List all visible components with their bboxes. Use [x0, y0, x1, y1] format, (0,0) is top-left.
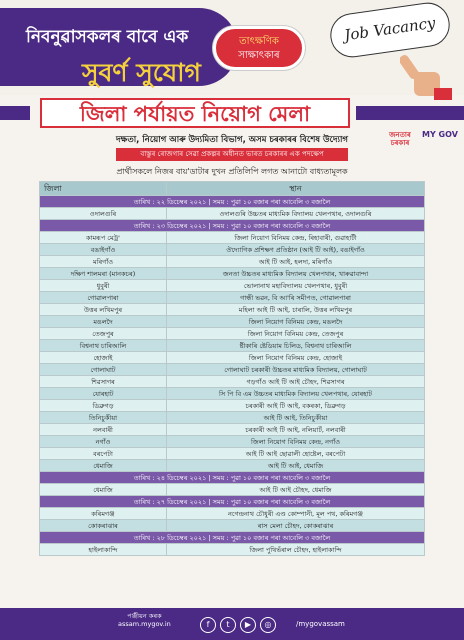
table-row — [40, 436, 425, 448]
date-row — [40, 196, 425, 208]
table-row — [40, 328, 425, 340]
district-cell: কামৰূপ মেট্ৰ' — [40, 232, 167, 244]
footer — [0, 608, 464, 640]
table-row — [40, 448, 425, 460]
badge-bottom: সাক্ষাৎকাৰ — [238, 50, 280, 61]
table-row — [40, 232, 425, 244]
table-row — [40, 256, 425, 268]
social-handle[interactable]: /mygovassam — [296, 620, 345, 628]
header-area — [0, 0, 464, 95]
district-cell: বৰপেটা — [40, 448, 167, 460]
district-cell: মঙলদৈ — [40, 316, 167, 328]
district-cell: হোজাই — [40, 352, 167, 364]
table-row — [40, 424, 425, 436]
header-line2: সুবৰ্ণ সুযোগ — [82, 58, 201, 87]
venue-cell: মহিলা আই টি আই, চাৰালি, উত্তৰ লখিমপুৰ — [167, 304, 425, 316]
venue-cell: জিলা নিয়োগ বিনিময় কেন্দ্ৰ, হোজাই — [167, 352, 425, 364]
district-cell: উত্তৰ লখিমপুৰ — [40, 304, 167, 316]
table-row — [40, 364, 425, 376]
venue-cell: ষ্টীকাৰি ষ্টেডিয়াম চিলিড, বিশ্বনাথ চাৰিআলি — [167, 340, 425, 352]
table-row — [40, 544, 425, 556]
youtube-icon[interactable]: ▶ — [240, 617, 256, 633]
district-cell: গোলাঘাট — [40, 364, 167, 376]
date-text: তাৰিখ : ২৪ ডিচেম্বৰ ২০২১ | সময় : পুৱা ১০ বজাৰ পৰা আবেলি ৩ বজালৈ — [40, 472, 425, 484]
date-text: তাৰিখ : ২৮ ডিচেম্বৰ ২০২১ | সময় : পুৱা ১০ বজাৰ পৰা আবেলি ৩ বজালৈ — [40, 532, 425, 544]
venue-cell: গড়গাঁও আই টি আই চৌহদ, শিৱসাগৰ — [167, 376, 425, 388]
district-cell: ধুবুৰী — [40, 280, 167, 292]
venue-cell: আই টি আই, ধেমাজি — [167, 460, 425, 472]
table-header — [40, 182, 425, 196]
venue-table — [39, 181, 425, 556]
venue-cell: চৰকাৰী আই টি আই, বকৰকা, ডিব্ৰুগড় — [167, 400, 425, 412]
instagram-icon[interactable]: ◎ — [260, 617, 276, 633]
instant-interview-badge — [213, 26, 305, 70]
date-text: তাৰিখ : ২৩ ডিচেম্বৰ ২০২১ | সময় : পুৱা ১০ বজাৰ পৰা আবেলি ৩ বজালৈ — [40, 220, 425, 232]
title-banner — [0, 98, 464, 128]
district-cell: ওদালগুৰি — [40, 208, 167, 220]
twitter-icon[interactable]: t — [220, 617, 236, 633]
district-cell: শিৱসাগৰ — [40, 376, 167, 388]
table-row — [40, 268, 425, 280]
title-bar-left — [0, 106, 30, 120]
venue-cell: গান্ধী ভৱন, বি আ'ৰি সমীপত, গোৱালপাৰা — [167, 292, 425, 304]
table-row — [40, 388, 425, 400]
district-cell: যোৰহাট — [40, 388, 167, 400]
date-text: তাৰিখ : ২৭ ডিচেম্বৰ ২০২১ | সময় : পুৱা ১০ বজাৰ পৰা আবেলি ৩ বজালৈ — [40, 496, 425, 508]
venue-cell: জনতা উচ্চতৰ মাধ্যমিক বিদ্যালয় খেলপথাৰ, খাৰুৱাবান্দা — [167, 268, 425, 280]
table-row — [40, 520, 425, 532]
header-line1: নিবনুৱাসকলৰ বাবে এক — [26, 27, 189, 47]
district-cell: দক্ষিণ শালমৰা (মানকচৰ) — [40, 268, 167, 280]
table-row — [40, 508, 425, 520]
table-row — [40, 340, 425, 352]
table-row — [40, 316, 425, 328]
table-row — [40, 244, 425, 256]
venue-cell: গোলাঘাট চৰকাৰী উচ্চতৰ মাধ্যমিক বিদ্যালয়, গোলাঘাট — [167, 364, 425, 376]
venue-cell: ৰাস মেলা চৌহদ, কোকৰাঝাৰ — [167, 520, 425, 532]
district-cell: তিনিচুকীয়া — [40, 412, 167, 424]
table-row — [40, 352, 425, 364]
social-icons — [200, 617, 276, 633]
venue-cell: আই টি আই চৌহদ, ধেমাজি — [167, 484, 425, 496]
subtitle: দক্ষতা, নিয়োগ আৰু উদ্যমিতা বিভাগ, অসম চৰকাৰৰ বিশেষ উদ্যোগ — [115, 135, 349, 145]
register-url[interactable]: assam.mygov.in — [118, 620, 171, 628]
table-row — [40, 484, 425, 496]
district-cell: বিশ্বনাথ চাৰিআলি — [40, 340, 167, 352]
venue-cell: ঔদ্যোগিক প্ৰশিক্ষণ প্ৰতিষ্ঠান (আই টি আই), বঙাইগাঁও — [167, 244, 425, 256]
venue-cell: ওদালগুৰি উচ্চতৰ মাধ্যমিক বিদ্যালয় খেলপথাৰ, ওদালগুৰি — [167, 208, 425, 220]
date-row — [40, 472, 425, 484]
venue-cell: আই টি আই ছোৱালী হোষ্টেল, বৰপেটা — [167, 448, 425, 460]
date-row — [40, 532, 425, 544]
mygov-logo: MY GOV — [422, 130, 458, 139]
col-district: জিলা — [40, 182, 167, 196]
table-row — [40, 280, 425, 292]
table-row — [40, 304, 425, 316]
scheme-bar: বাস্তুৰ ৰোজগাৰ সেৱা প্ৰকল্পৰ অধীনত ভাৰত চৰকাৰৰ এক পদক্ষেপ — [116, 148, 348, 161]
date-row — [40, 496, 425, 508]
district-cell: হাইলাকান্দি — [40, 544, 167, 556]
venue-cell: জিলা নিয়োগ বিনিময় কেন্দ্ৰ, নগাঁও — [167, 436, 425, 448]
table-row — [40, 292, 425, 304]
venue-cell: আই টি আই, হলদা, মৰিগাঁও — [167, 256, 425, 268]
register-label: পঞ্জীয়ন কৰক — [127, 612, 162, 620]
venue-cell: জিলা নিয়োগ বিনিময় কেন্দ্ৰ, তেজপুৰ — [167, 328, 425, 340]
title-bar-right — [356, 106, 464, 120]
venue-cell: জিলা নিয়োগ বিনিময় কেন্দ্ৰ, ৰিহাবাৰী, গুৱাহাটী — [167, 232, 425, 244]
date-text: তাৰিখ : ২২ ডিচেম্বৰ ২০২১ | সময় : পুৱা ১০ বজাৰ পৰা আবেলি ৩ বজালৈ — [40, 196, 425, 208]
col-venue: স্থান — [167, 182, 425, 196]
district-cell: কৰিমগঞ্জ — [40, 508, 167, 520]
facebook-icon[interactable]: f — [200, 617, 216, 633]
register-block — [118, 612, 171, 628]
venue-cell: ভোলানাথ মহাবিদ্যালয় খেলপথাৰ, ধুবুৰী — [167, 280, 425, 292]
district-cell: তেজপুৰ — [40, 328, 167, 340]
janatar-sarkar-logo: জনতাৰ চৰকাৰ — [389, 131, 411, 147]
venue-cell: চৰকাৰী আই টি আই, নলিয়াৰ্ট, নলবাৰী — [167, 424, 425, 436]
district-cell: ডিব্ৰুগড় — [40, 400, 167, 412]
venue-cell: সি পি বি এম উচ্চতৰ মাধ্যমিক বিদ্যালয় খেলপথাৰ, যোৰহাট — [167, 388, 425, 400]
date-row — [40, 220, 425, 232]
district-cell: ধেমাজি — [40, 484, 167, 496]
page-title: জিলা পৰ্যায়ত নিয়োগ মেলা — [40, 98, 350, 128]
table-row — [40, 460, 425, 472]
venue-cell: আই টি আই, তিনিচুকীয়া — [167, 412, 425, 424]
venue-cell: নগেন্দ্ৰনাথ চৌধুৰী এণ্ড কোম্পানী, মূল পথ, কৰিমগঞ্জ — [167, 508, 425, 520]
district-cell: কোকৰাঝাৰ — [40, 520, 167, 532]
table-row — [40, 376, 425, 388]
district-cell: গোৱালপাৰা — [40, 292, 167, 304]
district-cell: মৰিগাঁও — [40, 256, 167, 268]
table-row — [40, 412, 425, 424]
hand-icon — [400, 50, 452, 100]
venue-cell: জিলা নিয়োগ বিনিময় কেন্দ্ৰ, মঙলদৈ — [167, 316, 425, 328]
table-row — [40, 400, 425, 412]
header-panel — [0, 8, 238, 86]
district-cell: নগাঁও — [40, 436, 167, 448]
venue-cell: জিলা পুথিভঁৰাল চৌহদ, হাইলাকান্দি — [167, 544, 425, 556]
badge-top: তাৎক্ষণিক — [239, 36, 279, 47]
district-cell: নলবাৰী — [40, 424, 167, 436]
district-cell: ধেমাজি — [40, 460, 167, 472]
table-row — [40, 208, 425, 220]
district-cell: বঙাইগাঁও — [40, 244, 167, 256]
logos — [384, 129, 464, 155]
job-vacancy-note: Job Vacancy — [328, 0, 453, 60]
instruction-note: প্ৰাৰ্থীসকলে নিজৰ বায়'ডাটাৰ দুখন প্ৰতিলিপি লগত আনাটো বাধ্যতামূলক — [116, 167, 348, 176]
